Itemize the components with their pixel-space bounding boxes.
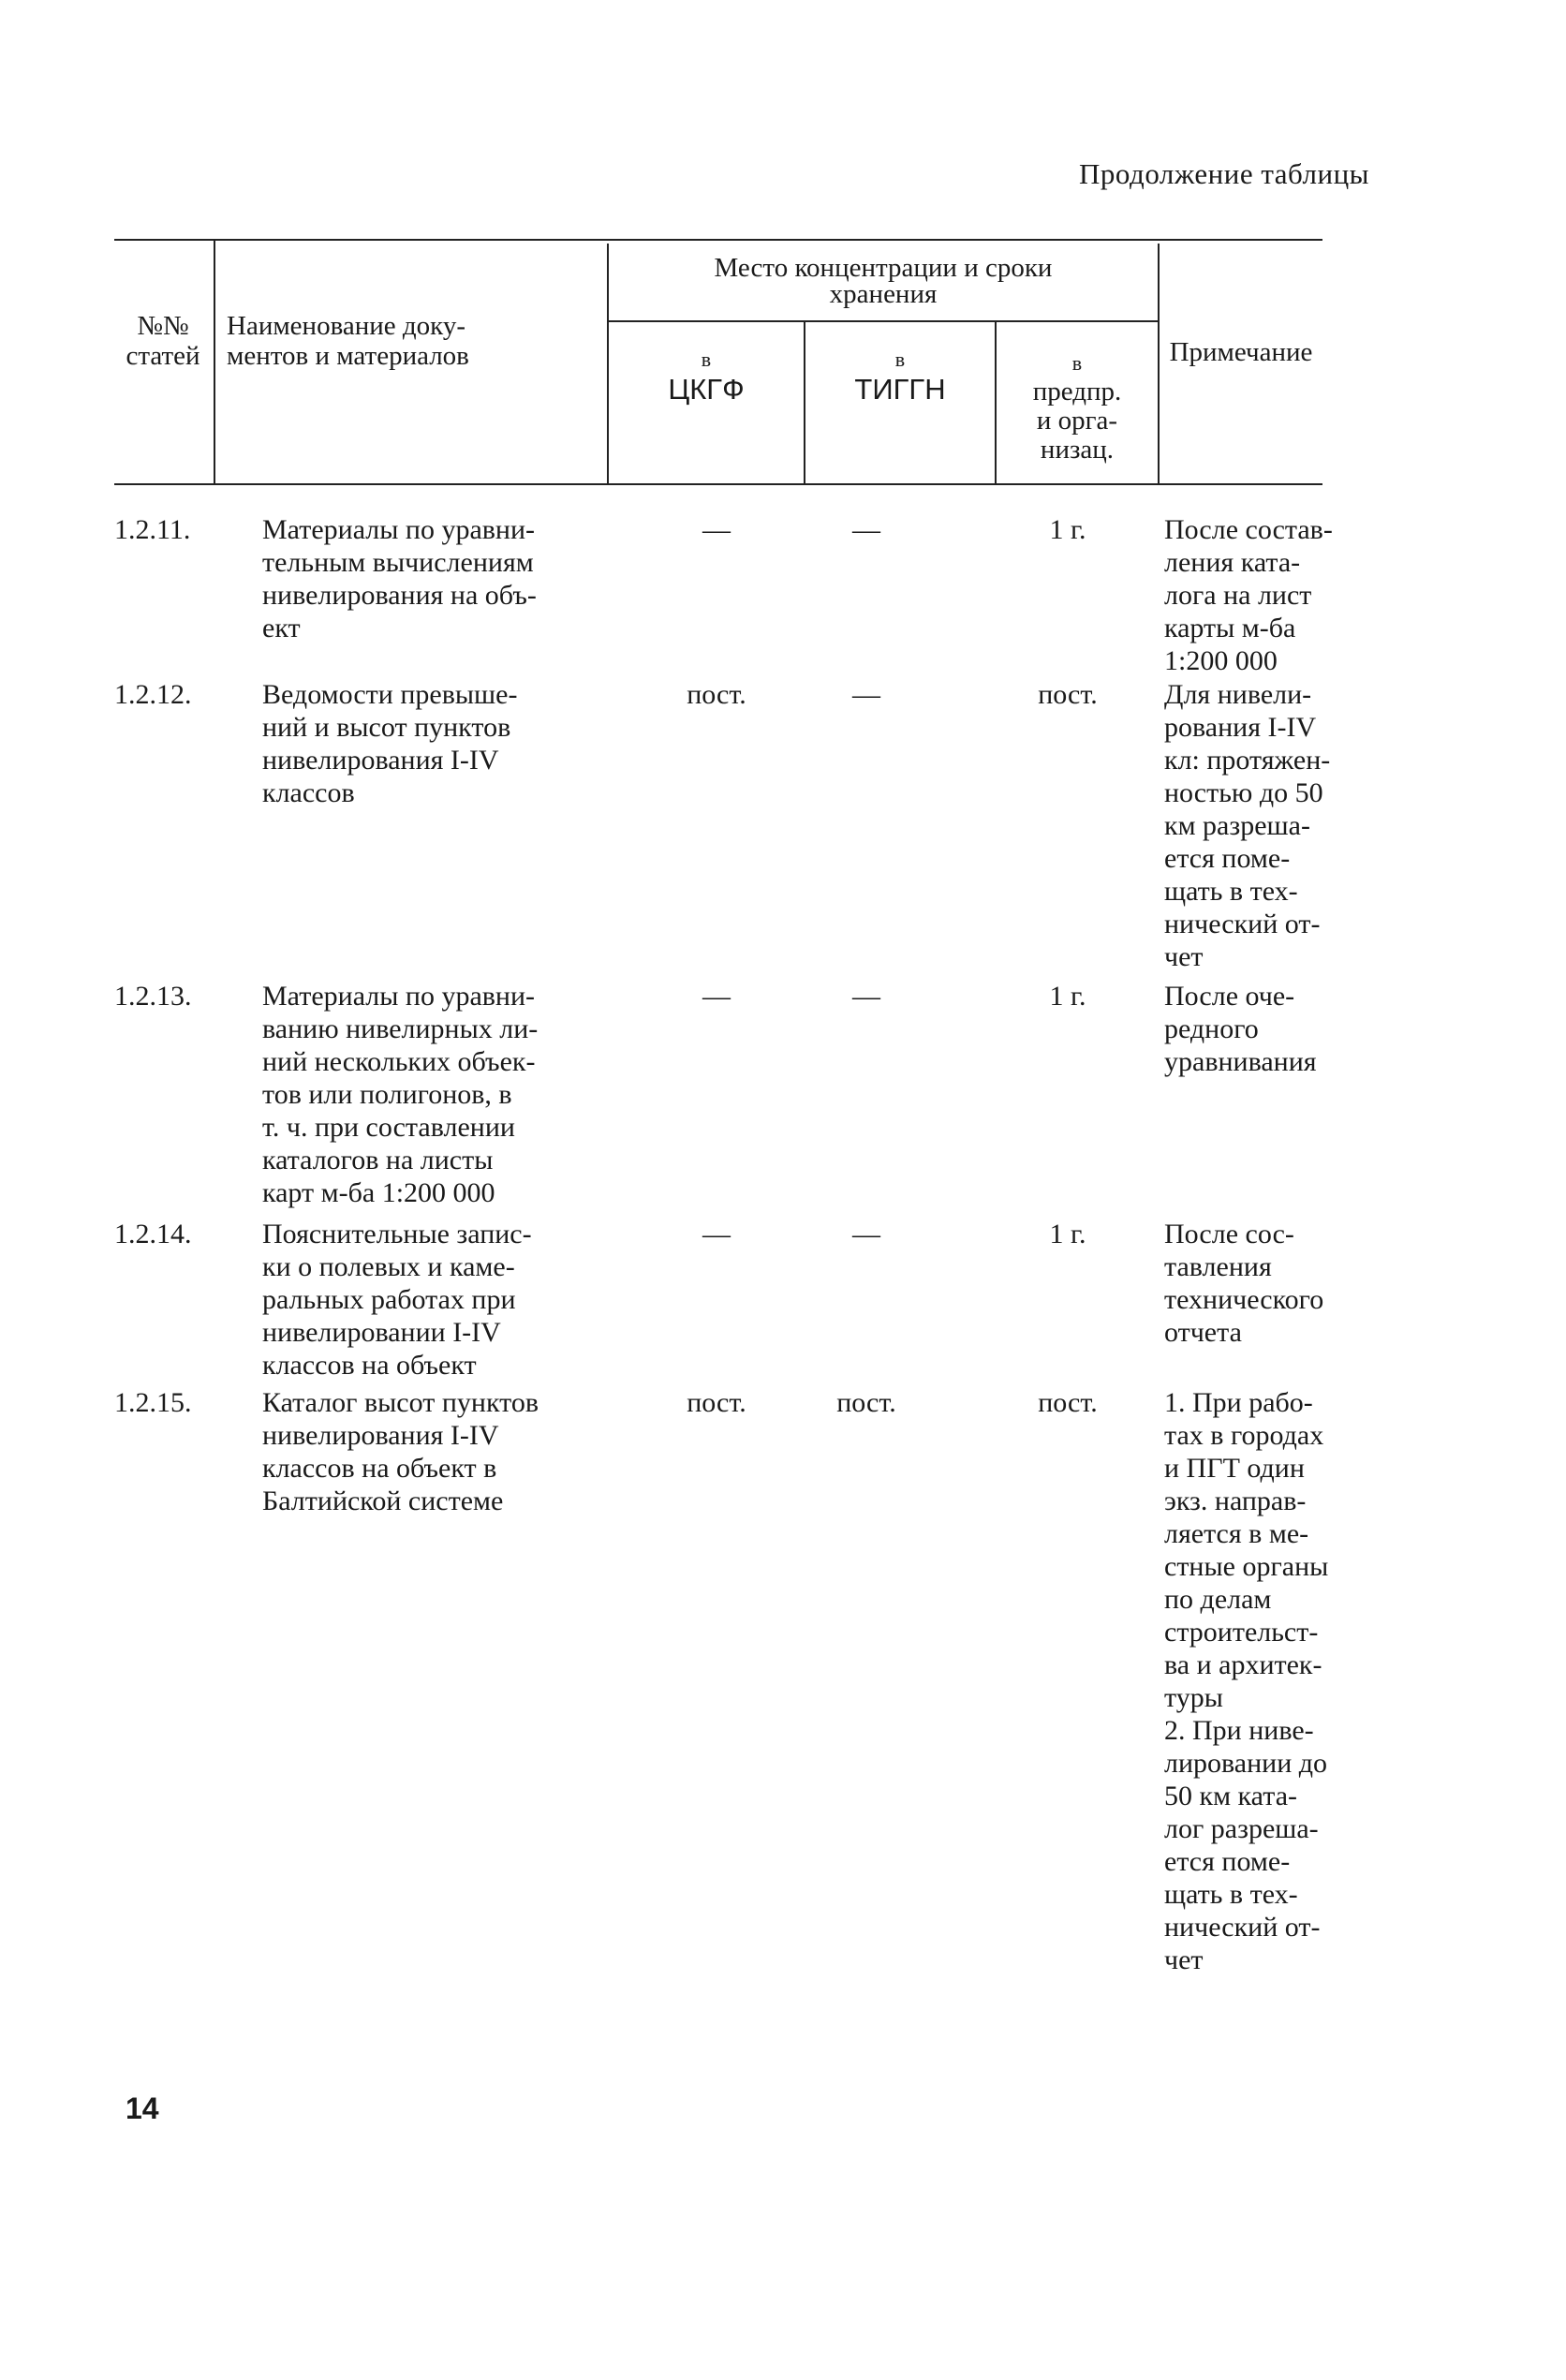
row-document-name (262, 513, 618, 644)
note-line: нический от- (1164, 1912, 1321, 1943)
note-line: После состав- (1164, 514, 1333, 545)
header-tign-line-2: ТИГГН (854, 373, 946, 406)
note-line: 50 км ката- (1164, 1781, 1298, 1811)
header-pred (997, 348, 1158, 465)
header-note (1160, 337, 1322, 367)
note-line: чет (1164, 941, 1204, 972)
header-place-line-2: хранения (829, 279, 938, 309)
row-number: 1.2.11. (114, 514, 191, 545)
name-line: Материалы по уравни- (262, 981, 536, 1012)
row-note (1164, 678, 1370, 973)
header-num (114, 311, 212, 371)
row-number: 1.2.13. (114, 981, 192, 1012)
name-line: каталогов на листы (262, 1145, 494, 1175)
note-line: по делам (1164, 1584, 1272, 1615)
note-line: технического (1164, 1284, 1324, 1315)
row-note (1164, 1386, 1370, 1976)
note-line: карты м-ба (1164, 613, 1296, 643)
note-line: ностью до 50 (1164, 777, 1323, 808)
page-number: 14 (126, 2092, 159, 2125)
name-line: т. ч. при составлении (262, 1112, 515, 1143)
row-tign: пост. (836, 1387, 896, 1418)
note-line: км разреша- (1164, 810, 1310, 841)
row-ckgf: — (702, 981, 731, 1012)
note-line: После сос- (1164, 1219, 1294, 1249)
note-line: щать в тех- (1164, 1879, 1298, 1910)
header-place (609, 255, 1158, 307)
name-line: Каталог высот пунктов (262, 1387, 539, 1418)
note-line: лога на лист (1164, 580, 1312, 611)
row-ckgf: пост. (687, 1387, 746, 1418)
row-document-name (262, 678, 618, 809)
note-line: строительст- (1164, 1617, 1319, 1648)
row-tign: — (852, 1219, 880, 1249)
row-ckgf: пост. (687, 679, 746, 710)
note-line: тавления (1164, 1251, 1272, 1282)
header-note-text: Примечание (1169, 337, 1313, 367)
row-ckgf: — (702, 1219, 731, 1249)
header-bottom-rule (114, 483, 1322, 485)
row-number: 1.2.12. (114, 679, 192, 710)
note-line: рования I-IV (1164, 712, 1317, 743)
row-tign: — (852, 981, 880, 1012)
name-line: ральных работах при (262, 1284, 516, 1315)
name-line: ект (262, 613, 301, 643)
row-pred: пост. (1038, 1387, 1098, 1418)
name-line: классов на объект в (262, 1453, 497, 1484)
note-line: туры (1164, 1682, 1223, 1713)
note-line: ется поме- (1164, 843, 1291, 874)
name-line: классов на объект (262, 1350, 477, 1381)
header-place-line-1: Место концентрации и сроки (714, 253, 1053, 283)
name-line: нивелирования I-IV (262, 1420, 499, 1451)
note-line: 2. При ниве- (1164, 1715, 1314, 1746)
header-name-line-2: ментов и материалов (227, 341, 469, 371)
name-line: тельным вычислениям (262, 547, 534, 578)
note-line: щать в тех- (1164, 876, 1298, 907)
note-line: ва и архитек- (1164, 1649, 1322, 1680)
note-line: кл: протяжен- (1164, 745, 1331, 776)
note-line: нический от- (1164, 909, 1321, 939)
name-line: тов или полигонов, в (262, 1079, 512, 1110)
row-pred: 1 г. (1049, 514, 1086, 545)
name-line: ки о полевых и каме- (262, 1251, 515, 1282)
table-caption: Продолжение таблицы (1079, 157, 1369, 190)
row-pred: 1 г. (1049, 1219, 1086, 1249)
row-note (1164, 513, 1370, 677)
name-line: ванию нивелирных ли- (262, 1013, 539, 1044)
note-line: стные органы (1164, 1551, 1329, 1582)
note-line: отчета (1164, 1317, 1242, 1348)
name-line: ний и высот пунктов (262, 712, 511, 743)
header-pred-line-3: и орга- (1036, 406, 1118, 436)
row-tign: — (852, 679, 880, 710)
note-line: ления ката- (1164, 547, 1301, 578)
header-num-line-1: №№ (137, 311, 189, 341)
name-line: Ведомости превыше- (262, 679, 518, 710)
row-ckgf: — (702, 514, 731, 545)
note-line: После оче- (1164, 981, 1295, 1012)
name-line: Балтийской системе (262, 1486, 504, 1516)
header-name (219, 311, 603, 371)
header-name-line-1: Наименование доку- (227, 311, 466, 341)
name-line: ний нескольких объек- (262, 1046, 536, 1077)
row-note (1164, 1218, 1370, 1349)
note-line: 1:200 000 (1164, 645, 1278, 676)
header-top-rule (114, 239, 1322, 241)
header-ckgf (609, 345, 804, 405)
table-header (114, 234, 1322, 487)
header-place-rule (609, 320, 1158, 322)
note-line: уравнивания (1164, 1046, 1317, 1077)
name-line: нивелирования на объ- (262, 580, 537, 611)
header-tign-line-1: в (894, 347, 906, 371)
note-line: лировании до (1164, 1748, 1328, 1779)
note-line: тах в городах (1164, 1420, 1324, 1451)
note-line: и ПГТ один (1164, 1453, 1305, 1484)
name-line: нивелировании I-IV (262, 1317, 501, 1348)
row-document-name (262, 1386, 618, 1517)
note-line: лог разреша- (1164, 1813, 1319, 1844)
note-line: чет (1164, 1944, 1204, 1975)
row-tign: — (852, 514, 880, 545)
row-document-name (262, 980, 618, 1209)
note-line: редного (1164, 1013, 1259, 1044)
row-number: 1.2.14. (114, 1219, 192, 1249)
header-pred-line-4: низац. (1040, 435, 1115, 465)
header-ckgf-line-2: ЦКГФ (668, 373, 745, 406)
header-tign (805, 345, 995, 405)
name-line: Пояснительные запис- (262, 1219, 532, 1249)
note-line: 1. При рабо- (1164, 1387, 1313, 1418)
name-line: карт м-ба 1:200 000 (262, 1177, 495, 1208)
name-line: нивелирования I-IV (262, 745, 499, 776)
header-divider-1 (214, 239, 215, 485)
row-number: 1.2.15. (114, 1387, 192, 1418)
header-num-line-2: статей (126, 341, 200, 371)
header-ckgf-line-1: в (701, 347, 712, 371)
row-pred: пост. (1038, 679, 1098, 710)
row-note (1164, 980, 1370, 1078)
note-line: ляется в ме- (1164, 1518, 1309, 1549)
header-pred-line-2: предпр. (1032, 377, 1122, 407)
note-line: экз. направ- (1164, 1486, 1307, 1516)
name-line: Материалы по уравни- (262, 514, 536, 545)
row-pred: 1 г. (1049, 981, 1086, 1012)
name-line: классов (262, 777, 355, 808)
header-pred-line-1: в (1071, 351, 1083, 375)
note-line: Для нивели- (1164, 679, 1312, 710)
row-document-name (262, 1218, 618, 1382)
note-line: ется поме- (1164, 1846, 1291, 1877)
